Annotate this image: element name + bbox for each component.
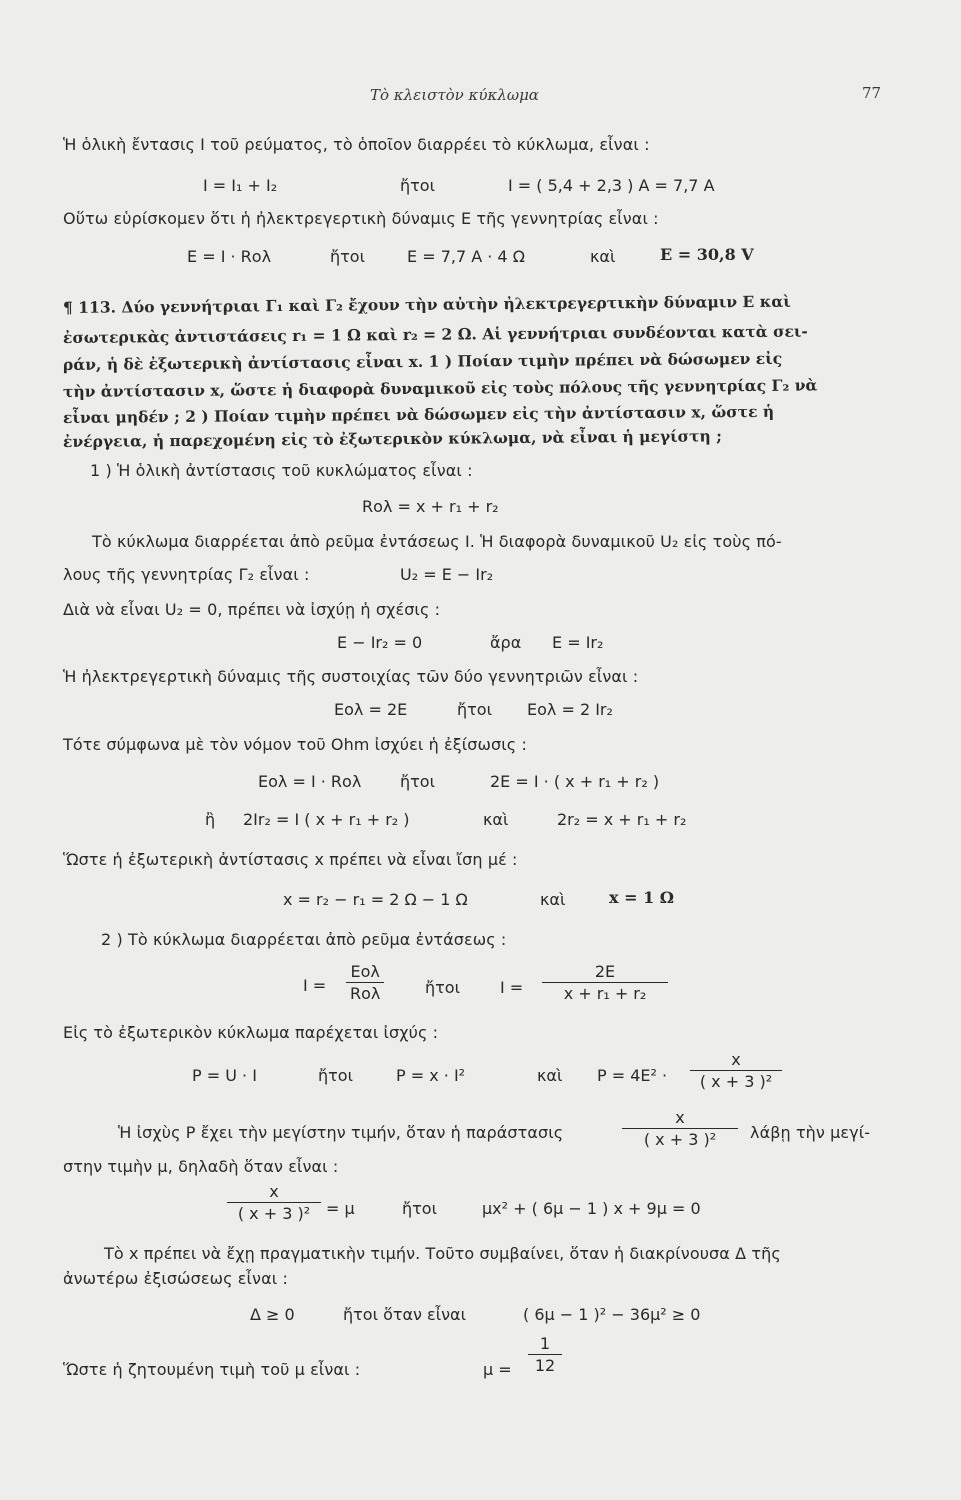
equation: Eολ = 2E (334, 700, 408, 719)
text-line: Ὥστε ἡ ζητουμένη τιμὴ τοῦ μ εἶναι : (63, 1360, 361, 1379)
equation-connector: καὶ (540, 890, 566, 909)
problem-text: ράν, ἡ δὲ ἐξωτερικὴ ἀντίστασις εἶναι x. 1 ) Ποίαν τιμὴν πρέπει νὰ δώσωμεν εἰς (62, 348, 783, 374)
equation-connector: καὶ (537, 1066, 563, 1085)
denominator: ( x + 3 )² (237, 1204, 311, 1223)
equation-connector: ἤτοι (400, 772, 435, 791)
denominator: ( x + 3 )² (699, 1072, 773, 1091)
denominator: 12 (534, 1356, 556, 1375)
text-line: Τὸ κύκλωμα διαρρέεται ἀπὸ ρεῦμα ἐντάσεως I. Ἡ διαφορὰ δυναμικοῦ U₂ εἰς τοὺς πό- (92, 532, 782, 551)
text-line: λους τῆς γεννητρίας Γ₂ εἶναι : (63, 565, 310, 584)
equation: I = I₁ + I₂ (203, 176, 278, 195)
equation: = μ (326, 1199, 355, 1218)
numerator: x (269, 1182, 279, 1201)
equation-connector: ἄρα (490, 633, 522, 652)
equation-connector: ἢ (205, 810, 216, 829)
fraction (542, 962, 668, 1003)
text-line: Διὰ νὰ εἶναι U₂ = 0, πρέπει νὰ ἰσχύῃ ἡ σχέσις : (63, 600, 441, 619)
text-line: ἀνωτέρω ἐξισώσεως εἶναι : (63, 1269, 288, 1288)
text-line: Οὕτω εὑρίσκομεν ὅτι ἡ ἠλεκτρεγερτικὴ δύναμις E τῆς γεννητρίας εἶναι : (63, 209, 659, 228)
equation-result: E = 30,8 V (660, 245, 754, 264)
text-line: λάβῃ τὴν μεγί- (750, 1123, 871, 1142)
equation: E − Ir₂ = 0 (337, 633, 423, 652)
equation-connector: ἤτοι (330, 247, 365, 266)
equation-connector: ἤτοι (457, 700, 492, 719)
equation: μx² + ( 6μ − 1 ) x + 9μ = 0 (482, 1199, 701, 1218)
text-line: Ἡ ἰσχὺς P ἔχει τὴν μεγίστην τιμήν, ὅταν ἡ παράστασις (118, 1123, 564, 1142)
fraction-bar (227, 1202, 321, 1203)
equation: I = (303, 976, 327, 995)
text-line: Ὥστε ἡ ἐξωτερικὴ ἀντίστασις x πρέπει νὰ εἶναι ἴση μέ : (63, 850, 518, 869)
fraction (690, 1050, 782, 1091)
running-header: Τὸ κλειστὸν κύκλωμα (370, 86, 539, 104)
fraction (346, 962, 384, 1003)
numerator: x (731, 1050, 741, 1069)
equation-connector: καὶ (590, 247, 616, 266)
problem-text: εἶναι μηδέν ; 2 ) Ποίαν τιμὴν πρέπει νὰ δώσωμεν εἰς τὴν ἀντίστασιν x, ὥστε ἡ (62, 401, 775, 427)
equation: P = x · I² (396, 1066, 466, 1085)
equation-connector: ἤτοι (318, 1066, 353, 1085)
equation: Δ ≥ 0 (250, 1305, 295, 1324)
equation: P = 4E² · (597, 1066, 668, 1085)
equation: Eολ = 2 Ir₂ (527, 700, 613, 719)
equation: E = I · Rολ (187, 247, 272, 266)
numerator: x (675, 1108, 685, 1127)
page-number: 77 (862, 84, 882, 102)
fraction-bar (690, 1070, 782, 1071)
equation: 2r₂ = x + r₁ + r₂ (557, 810, 687, 829)
fraction-bar (622, 1128, 738, 1129)
equation: E = 7,7 A · 4 Ω (407, 247, 525, 266)
equation: U₂ = E − Ir₂ (400, 565, 494, 584)
text-line: 1 ) Ἡ ὁλικὴ ἀντίστασις τοῦ κυκλώματος εἶναι : (90, 461, 473, 480)
text-line: Εἰς τὸ ἐξωτερικὸν κύκλωμα παρέχεται ἰσχύς : (63, 1023, 439, 1042)
equation: x = r₂ − r₁ = 2 Ω − 1 Ω (283, 890, 468, 909)
equation-connector: ἤτοι (425, 978, 460, 997)
numerator: 1 (539, 1334, 551, 1353)
problem-text: ἐνέργεια, ἡ παρεχομένη εἰς τὸ ἐξωτερικὸν κύκλωμα, νὰ εἶναι ἡ μεγίστη ; (62, 426, 722, 451)
equation: E = Ir₂ (552, 633, 604, 652)
fraction-bar (542, 982, 668, 983)
denominator: ( x + 3 )² (643, 1130, 717, 1149)
text-line: στην τιμὴν μ, δηλαδὴ ὅταν εἶναι : (63, 1157, 339, 1176)
numerator: Eολ (350, 962, 380, 981)
fraction-bar (346, 982, 384, 983)
text-line: Τὸ x πρέπει νὰ ἔχῃ πραγματικὴν τιμήν. Τοῦτο συμβαίνει, ὅταν ἡ διακρίνουσα Δ τῆς (104, 1244, 781, 1263)
equation: Eολ = I · Rολ (258, 772, 362, 791)
equation: I = ( 5,4 + 2,3 ) A = 7,7 A (508, 176, 715, 195)
equation: 2Ir₂ = I ( x + r₁ + r₂ ) (243, 810, 410, 829)
equation-result: x = 1 Ω (609, 888, 675, 907)
denominator: x + r₁ + r₂ (563, 984, 647, 1003)
equation-connector: ἤτοι (402, 1199, 437, 1218)
problem-text: ¶ 113. Δύο γεννήτριαι Γ₁ καὶ Γ₂ ἔχουν τὴν αὐτὴν ἠλεκτρεγερτικὴν δύναμιν E καὶ (62, 291, 791, 317)
fraction (528, 1334, 562, 1375)
equation: P = U · I (192, 1066, 257, 1085)
equation-connector: καὶ (483, 810, 509, 829)
denominator: Rολ (350, 984, 381, 1003)
equation: μ = (483, 1360, 512, 1379)
equation-connector: ἤτοι ὅταν εἶναι (343, 1305, 467, 1324)
numerator: 2E (594, 962, 616, 981)
problem-text: τὴν ἀντίστασιν x, ὥστε ἡ διαφορὰ δυναμικοῦ εἰς τοὺς πόλους τῆς γεννητρίας Γ₂ νὰ (62, 375, 818, 401)
equation: I = (500, 978, 524, 997)
fraction (622, 1108, 738, 1149)
problem-text: ἐσωτερικὰς ἀντιστάσεις r₁ = 1 Ω καὶ r₂ = 2 Ω. Αἱ γεννήτριαι συνδέονται κατὰ σει- (62, 321, 808, 347)
equation: 2E = I · ( x + r₁ + r₂ ) (490, 772, 660, 791)
equation: Rολ = x + r₁ + r₂ (362, 497, 499, 516)
text-line: Τότε σύμφωνα μὲ τὸν νόμον τοῦ Ohm ἰσχύει ἡ ἐξίσωσις : (63, 735, 527, 754)
text-line: Ἡ ὁλικὴ ἔντασις I τοῦ ρεύματος, τὸ ὁποῖον διαρρέει τὸ κύκλωμα, εἶναι : (63, 135, 650, 154)
equation: ( 6μ − 1 )² − 36μ² ≥ 0 (523, 1305, 701, 1324)
text-line: Ἡ ἠλεκτρεγερτικὴ δύναμις τῆς συστοιχίας τῶν δύο γεννητριῶν εἶναι : (63, 667, 639, 686)
text-line: 2 ) Τὸ κύκλωμα διαρρέεται ἀπὸ ρεῦμα ἐντάσεως : (101, 930, 507, 949)
fraction (227, 1182, 321, 1223)
fraction-bar (528, 1354, 562, 1355)
equation-connector: ἤτοι (400, 176, 435, 195)
